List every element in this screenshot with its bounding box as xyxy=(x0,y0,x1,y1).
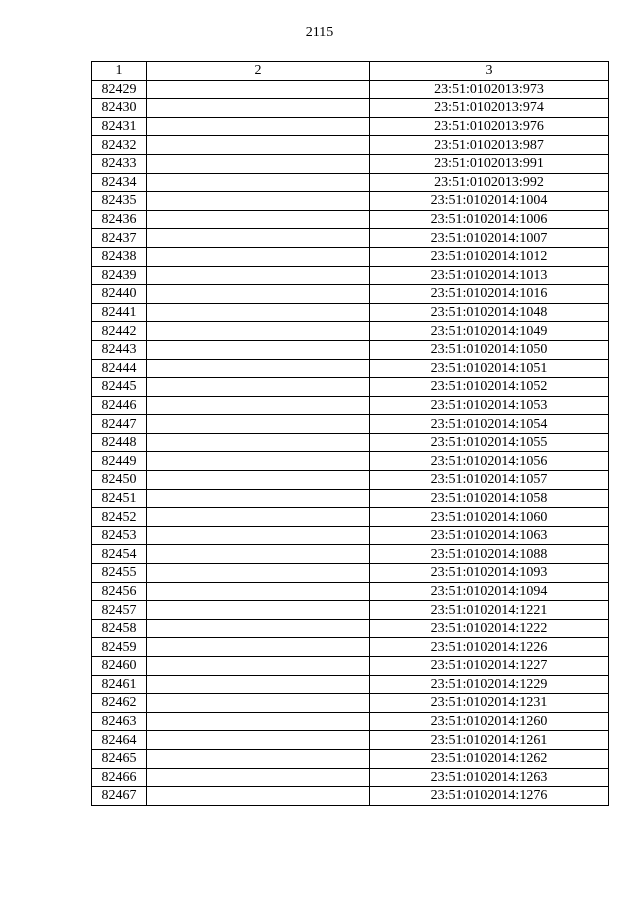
cadastral-number-cell: 23:51:0102014:1276 xyxy=(370,787,609,806)
cadastral-number-cell: 23:51:0102014:1058 xyxy=(370,489,609,508)
row-number-cell: 82437 xyxy=(92,229,147,248)
row-number-cell: 82432 xyxy=(92,136,147,155)
row-number-cell: 82458 xyxy=(92,619,147,638)
table-row xyxy=(92,545,609,564)
row-empty-cell xyxy=(147,619,370,638)
row-empty-cell xyxy=(147,768,370,787)
row-empty-cell xyxy=(147,359,370,378)
table-row xyxy=(92,564,609,583)
table-row xyxy=(92,731,609,750)
table-row xyxy=(92,657,609,676)
row-empty-cell xyxy=(147,192,370,211)
cadastral-number-cell: 23:51:0102014:1221 xyxy=(370,601,609,620)
row-number-cell: 82467 xyxy=(92,787,147,806)
row-empty-cell xyxy=(147,638,370,657)
table-row xyxy=(92,340,609,359)
row-number-cell: 82442 xyxy=(92,322,147,341)
row-number-cell: 82451 xyxy=(92,489,147,508)
cadastral-number-cell: 23:51:0102014:1093 xyxy=(370,564,609,583)
row-empty-cell xyxy=(147,247,370,266)
table-row xyxy=(92,117,609,136)
table-row xyxy=(92,768,609,787)
cadastral-number-cell: 23:51:0102014:1013 xyxy=(370,266,609,285)
row-empty-cell xyxy=(147,229,370,248)
header-col-2: 2 xyxy=(147,62,370,81)
row-number-cell: 82445 xyxy=(92,378,147,397)
table-row xyxy=(92,582,609,601)
cadastral-number-cell: 23:51:0102014:1050 xyxy=(370,340,609,359)
table-row xyxy=(92,285,609,304)
cadastral-number-cell: 23:51:0102013:987 xyxy=(370,136,609,155)
row-number-cell: 82456 xyxy=(92,582,147,601)
table-row xyxy=(92,526,609,545)
row-empty-cell xyxy=(147,471,370,490)
row-empty-cell xyxy=(147,154,370,173)
table-row xyxy=(92,210,609,229)
cadastral-number-cell: 23:51:0102014:1052 xyxy=(370,378,609,397)
cadastral-number-cell: 23:51:0102014:1260 xyxy=(370,712,609,731)
cadastral-number-cell: 23:51:0102013:973 xyxy=(370,80,609,99)
cadastral-number-cell: 23:51:0102014:1053 xyxy=(370,396,609,415)
row-empty-cell xyxy=(147,452,370,471)
row-empty-cell xyxy=(147,694,370,713)
table-body xyxy=(92,62,609,806)
row-number-cell: 82454 xyxy=(92,545,147,564)
page-number: 2115 xyxy=(305,25,334,40)
row-empty-cell xyxy=(147,210,370,229)
table-row xyxy=(92,136,609,155)
row-number-cell: 82448 xyxy=(92,433,147,452)
row-number-cell: 82441 xyxy=(92,303,147,322)
row-number-cell: 82466 xyxy=(92,768,147,787)
row-empty-cell xyxy=(147,266,370,285)
cadastral-number-cell: 23:51:0102014:1088 xyxy=(370,545,609,564)
table-row xyxy=(92,359,609,378)
cadastral-number-cell: 23:51:0102014:1231 xyxy=(370,694,609,713)
row-empty-cell xyxy=(147,601,370,620)
row-number-cell: 82460 xyxy=(92,657,147,676)
row-number-cell: 82446 xyxy=(92,396,147,415)
cadastral-number-cell: 23:51:0102014:1051 xyxy=(370,359,609,378)
table-row xyxy=(92,99,609,118)
row-number-cell: 82450 xyxy=(92,471,147,490)
row-number-cell: 82440 xyxy=(92,285,147,304)
row-empty-cell xyxy=(147,657,370,676)
registry-table xyxy=(91,61,609,806)
cadastral-number-cell: 23:51:0102014:1049 xyxy=(370,322,609,341)
table-row xyxy=(92,638,609,657)
cadastral-number-cell: 23:51:0102013:974 xyxy=(370,99,609,118)
cadastral-number-cell: 23:51:0102013:976 xyxy=(370,117,609,136)
cadastral-number-cell: 23:51:0102014:1007 xyxy=(370,229,609,248)
table-row xyxy=(92,229,609,248)
cadastral-number-cell: 23:51:0102014:1054 xyxy=(370,415,609,434)
row-number-cell: 82462 xyxy=(92,694,147,713)
row-empty-cell xyxy=(147,173,370,192)
row-empty-cell xyxy=(147,731,370,750)
row-number-cell: 82434 xyxy=(92,173,147,192)
row-empty-cell xyxy=(147,322,370,341)
table-row xyxy=(92,378,609,397)
row-empty-cell xyxy=(147,712,370,731)
row-empty-cell xyxy=(147,433,370,452)
row-number-cell: 82433 xyxy=(92,154,147,173)
row-number-cell: 82457 xyxy=(92,601,147,620)
row-empty-cell xyxy=(147,675,370,694)
row-number-cell: 82453 xyxy=(92,526,147,545)
row-number-cell: 82447 xyxy=(92,415,147,434)
row-number-cell: 82435 xyxy=(92,192,147,211)
row-number-cell: 82452 xyxy=(92,508,147,527)
row-empty-cell xyxy=(147,396,370,415)
row-empty-cell xyxy=(147,564,370,583)
row-empty-cell xyxy=(147,378,370,397)
row-number-cell: 82443 xyxy=(92,340,147,359)
cadastral-number-cell: 23:51:0102014:1048 xyxy=(370,303,609,322)
row-number-cell: 82463 xyxy=(92,712,147,731)
row-empty-cell xyxy=(147,415,370,434)
cadastral-number-cell: 23:51:0102014:1060 xyxy=(370,508,609,527)
table-row xyxy=(92,452,609,471)
cadastral-number-cell: 23:51:0102013:991 xyxy=(370,154,609,173)
table-row xyxy=(92,749,609,768)
row-number-cell: 82461 xyxy=(92,675,147,694)
row-empty-cell xyxy=(147,340,370,359)
cadastral-number-cell: 23:51:0102014:1263 xyxy=(370,768,609,787)
row-empty-cell xyxy=(147,136,370,155)
table-row xyxy=(92,471,609,490)
header-col-3: 3 xyxy=(370,62,609,81)
row-empty-cell xyxy=(147,303,370,322)
cadastral-number-cell: 23:51:0102014:1229 xyxy=(370,675,609,694)
row-number-cell: 82444 xyxy=(92,359,147,378)
cadastral-number-cell: 23:51:0102014:1016 xyxy=(370,285,609,304)
row-number-cell: 82449 xyxy=(92,452,147,471)
row-number-cell: 82439 xyxy=(92,266,147,285)
row-number-cell: 82438 xyxy=(92,247,147,266)
cadastral-number-cell: 23:51:0102013:992 xyxy=(370,173,609,192)
row-empty-cell xyxy=(147,526,370,545)
cadastral-number-cell: 23:51:0102014:1056 xyxy=(370,452,609,471)
row-number-cell: 82459 xyxy=(92,638,147,657)
row-number-cell: 82429 xyxy=(92,80,147,99)
table-row xyxy=(92,396,609,415)
table-row xyxy=(92,266,609,285)
row-empty-cell xyxy=(147,582,370,601)
table-row xyxy=(92,787,609,806)
cadastral-number-cell: 23:51:0102014:1012 xyxy=(370,247,609,266)
cadastral-number-cell: 23:51:0102014:1261 xyxy=(370,731,609,750)
cadastral-number-cell: 23:51:0102014:1057 xyxy=(370,471,609,490)
row-number-cell: 82465 xyxy=(92,749,147,768)
table-row xyxy=(92,694,609,713)
row-empty-cell xyxy=(147,489,370,508)
table-row xyxy=(92,303,609,322)
row-empty-cell xyxy=(147,80,370,99)
cadastral-number-cell: 23:51:0102014:1006 xyxy=(370,210,609,229)
row-empty-cell xyxy=(147,787,370,806)
table-row xyxy=(92,154,609,173)
table-row xyxy=(92,489,609,508)
table-row xyxy=(92,322,609,341)
row-number-cell: 82431 xyxy=(92,117,147,136)
table-row xyxy=(92,433,609,452)
cadastral-number-cell: 23:51:0102014:1227 xyxy=(370,657,609,676)
header-col-1: 1 xyxy=(92,62,147,81)
row-empty-cell xyxy=(147,545,370,564)
row-number-cell: 82455 xyxy=(92,564,147,583)
table-row xyxy=(92,675,609,694)
table-row xyxy=(92,80,609,99)
cadastral-number-cell: 23:51:0102014:1222 xyxy=(370,619,609,638)
table-row xyxy=(92,508,609,527)
row-empty-cell xyxy=(147,508,370,527)
table-row xyxy=(92,601,609,620)
row-number-cell: 82436 xyxy=(92,210,147,229)
row-empty-cell xyxy=(147,99,370,118)
table-row xyxy=(92,247,609,266)
table-row xyxy=(92,173,609,192)
cadastral-number-cell: 23:51:0102014:1226 xyxy=(370,638,609,657)
cadastral-number-cell: 23:51:0102014:1004 xyxy=(370,192,609,211)
cadastral-number-cell: 23:51:0102014:1055 xyxy=(370,433,609,452)
cadastral-number-cell: 23:51:0102014:1262 xyxy=(370,749,609,768)
table-row xyxy=(92,415,609,434)
table-row xyxy=(92,192,609,211)
row-empty-cell xyxy=(147,285,370,304)
row-number-cell: 82464 xyxy=(92,731,147,750)
cadastral-number-cell: 23:51:0102014:1094 xyxy=(370,582,609,601)
table-header-row xyxy=(92,62,609,81)
row-empty-cell xyxy=(147,117,370,136)
row-empty-cell xyxy=(147,749,370,768)
table-row xyxy=(92,712,609,731)
table-row xyxy=(92,619,609,638)
row-number-cell: 82430 xyxy=(92,99,147,118)
cadastral-number-cell: 23:51:0102014:1063 xyxy=(370,526,609,545)
